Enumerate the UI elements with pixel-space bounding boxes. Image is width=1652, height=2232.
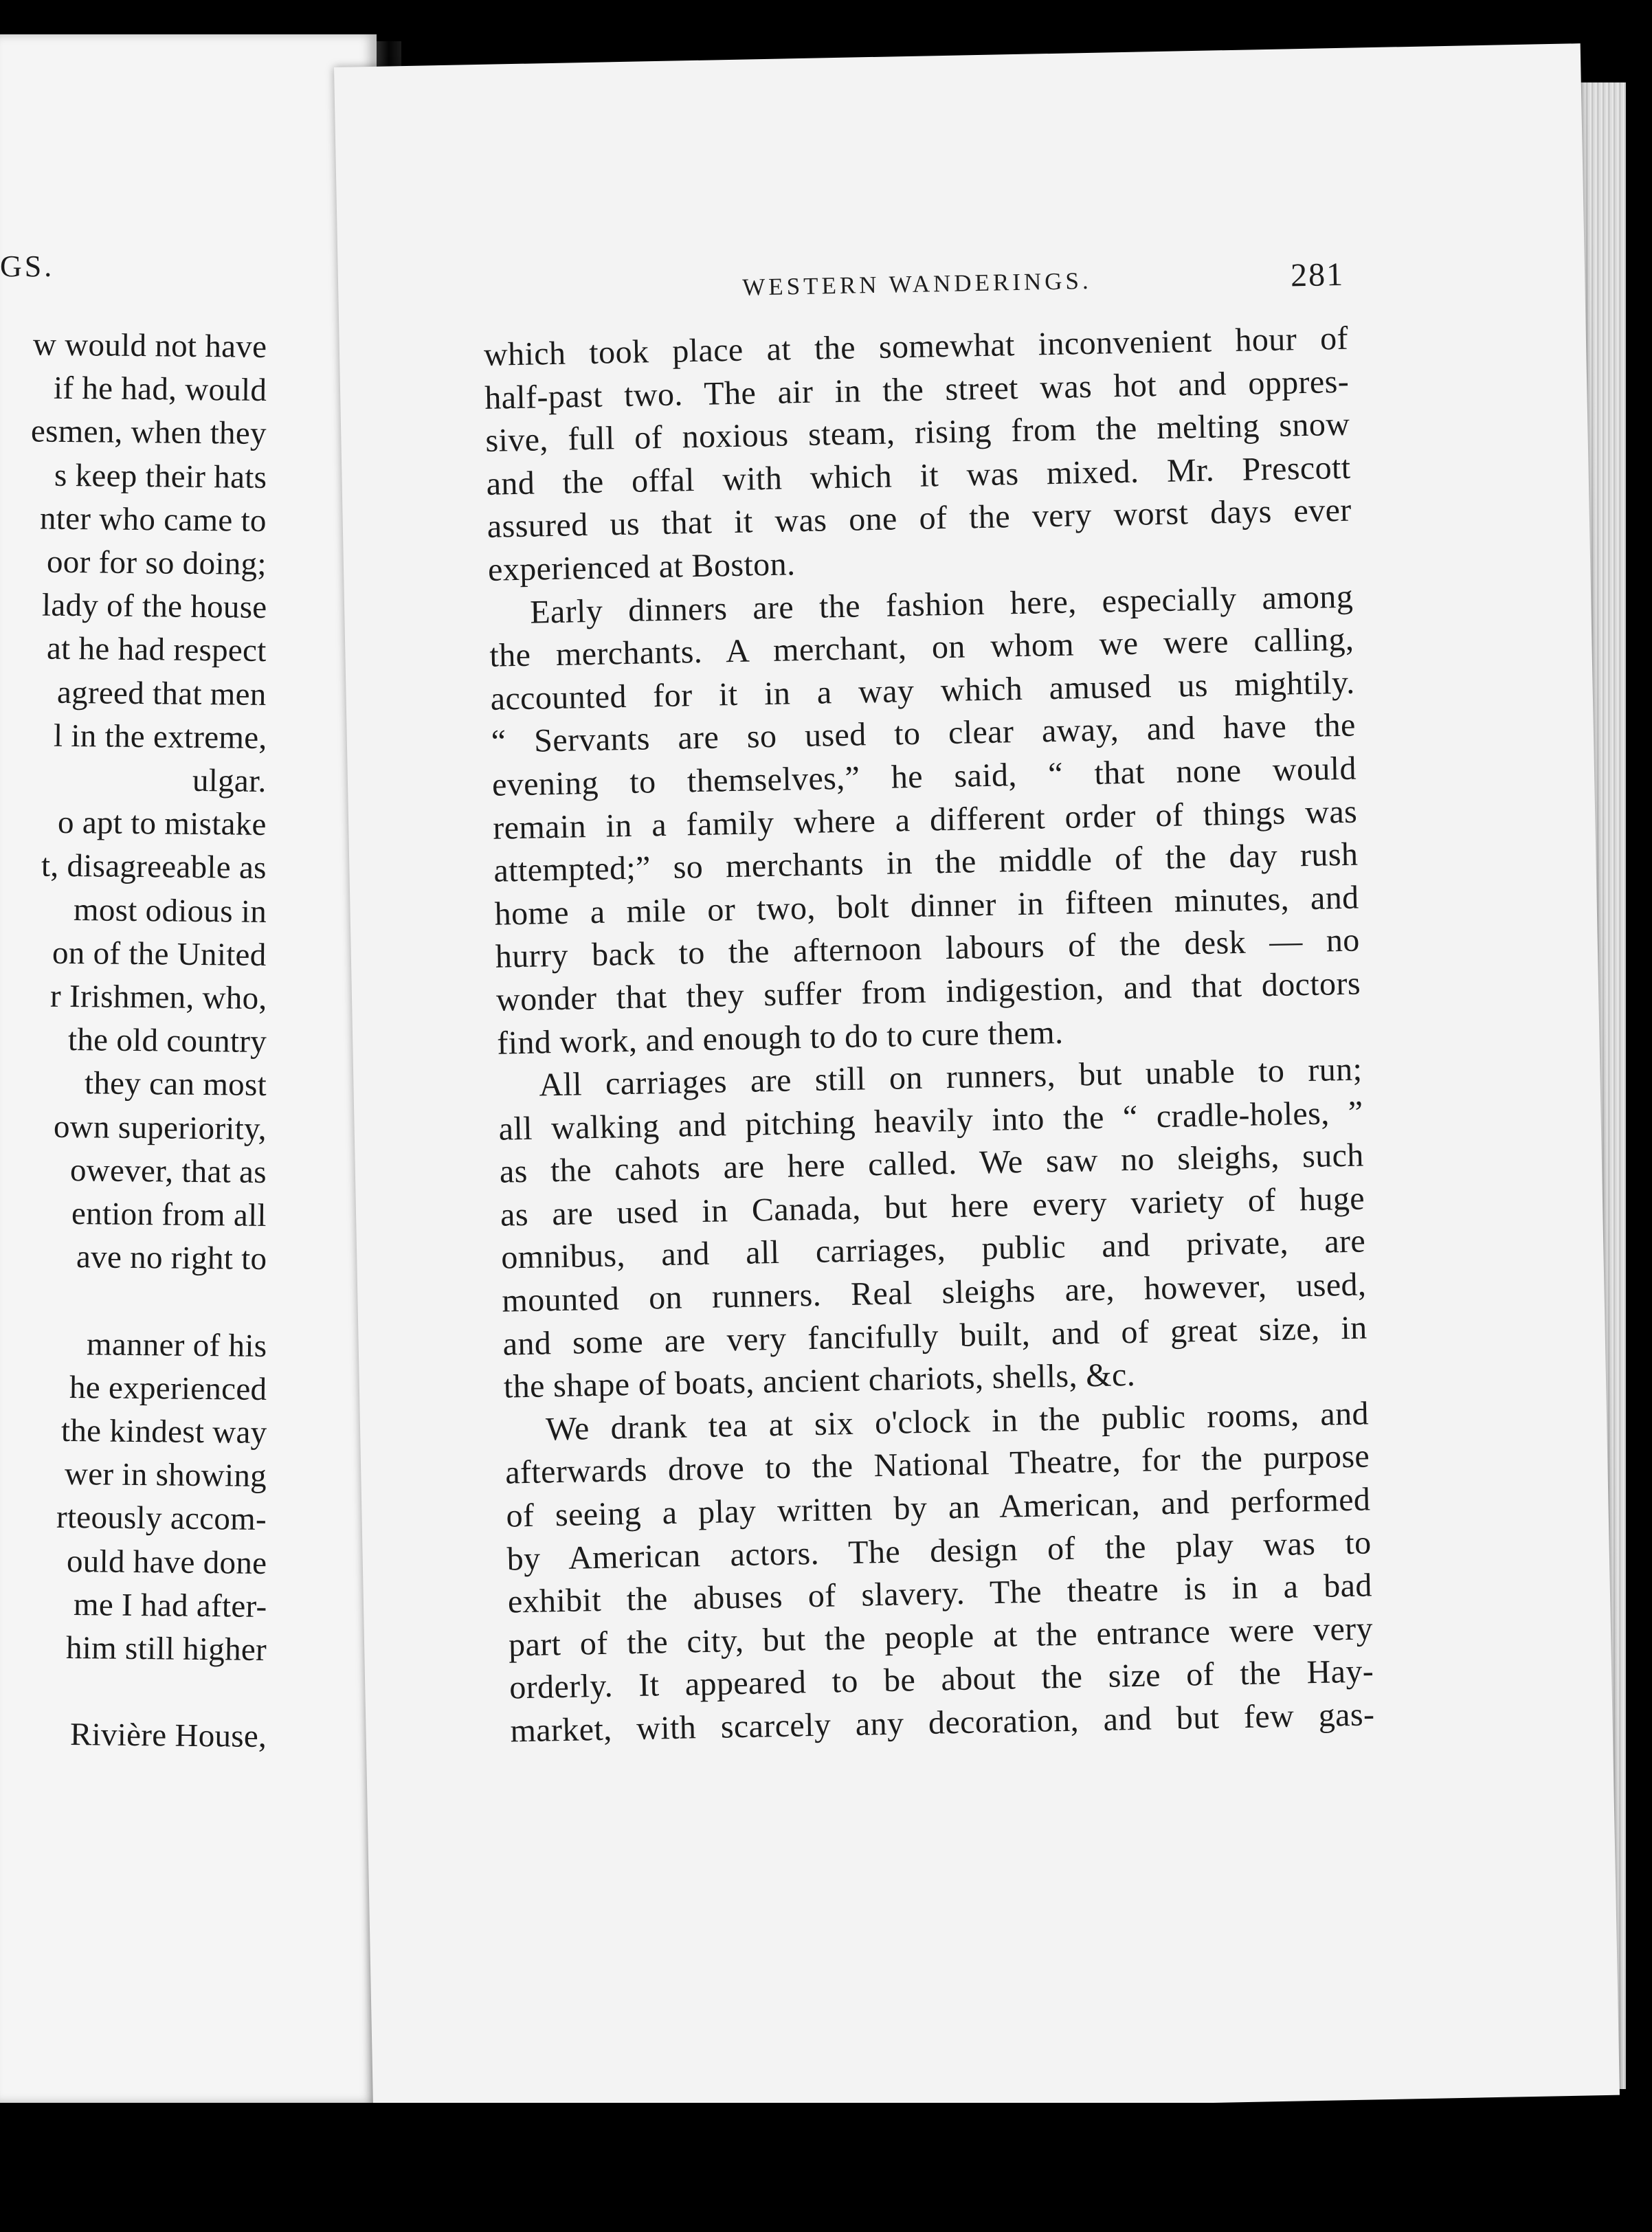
- text-line: evening to themselves,” he said, “ that none would: [491, 750, 1357, 803]
- text-line: Early dinners are the fashion here, especially among: [529, 578, 1354, 631]
- text-line: of seeing a play written by an American, and performed: [506, 1481, 1371, 1534]
- left-text-line: s keep their hats: [54, 457, 267, 495]
- left-text-line: Rivière House,: [69, 1717, 267, 1755]
- text-line: and the offal with which it was mixed. Mr. Prescott: [486, 449, 1351, 502]
- text-line: accounted for it in a way which amused us mightily.: [490, 664, 1355, 717]
- left-page: [0, 34, 377, 2103]
- left-text-line: oor for so doing;: [47, 544, 267, 582]
- text-line: orderly. It appeared to be about the size of the Hay-: [509, 1653, 1374, 1706]
- left-text-line: ention from all: [71, 1196, 267, 1234]
- left-text-line: own superiority,: [53, 1108, 267, 1147]
- left-text-line: the kindest way: [60, 1412, 267, 1451]
- text-line: afterwards drove to the National Theatre, for the purpose: [504, 1438, 1370, 1492]
- left-text-line: l in the extreme,: [53, 717, 267, 756]
- left-text-line: o apt to mistake: [58, 805, 267, 843]
- left-text-line: w would not have: [32, 326, 267, 365]
- left-text-line: if he had, would: [53, 370, 267, 409]
- text-line: half-past two. The air in the street was hot and oppres-: [484, 363, 1350, 416]
- left-text-line: the old country: [67, 1022, 267, 1060]
- text-line: and some are very fancifully built, and of great size, in: [502, 1309, 1368, 1363]
- left-text-line: him still higher: [65, 1629, 267, 1668]
- text-line: sive, full of noxious steam, rising from the melting snow: [484, 405, 1350, 460]
- text-line: wonder that they suffer from indigestion, and that doctors: [495, 965, 1361, 1018]
- text-line: hurry back to the afternoon labours of the desk — no: [495, 922, 1361, 976]
- left-text-line: esmen, when they: [30, 413, 267, 452]
- text-line: by American actors. The design of the play was to: [506, 1524, 1372, 1578]
- text-line: omnibus, and all carriages, public and private, are: [500, 1223, 1366, 1277]
- text-line: attempted;” so merchants in the middle of the day rush: [493, 836, 1359, 889]
- left-text-line: r Irishmen, who,: [49, 978, 267, 1016]
- text-line: the merchants. A merchant, on whom we were calling,: [489, 621, 1354, 674]
- body-text: [483, 317, 1374, 1753]
- text-line: We drank tea at six o'clock in the public rooms, and: [545, 1395, 1370, 1448]
- text-line: market, with scarcely any decoration, and but few gas-: [510, 1696, 1375, 1750]
- left-text-line: he experienced: [69, 1369, 267, 1407]
- text-line: home a mile or two, bolt dinner in fifteen minutes, and: [494, 879, 1359, 933]
- left-text-line: owever, that as: [69, 1152, 267, 1190]
- left-text-line: ulgar.: [192, 762, 267, 799]
- left-text-line: agreed that men: [57, 674, 267, 713]
- text-line: as the cahots are here called. We saw no sleighs, such: [499, 1137, 1365, 1190]
- text-line: which took place at the somewhat inconvenient hour of: [483, 320, 1349, 373]
- text-line: All carriages are still on runners, but unable to run;: [538, 1051, 1363, 1104]
- running-header: WESTERN WANDERINGS.: [741, 267, 1093, 301]
- text-line: as are used in Canada, but here every variety of huge: [500, 1180, 1365, 1234]
- left-text-line: rteously accom-: [56, 1499, 267, 1538]
- left-text-line: ould have done: [66, 1543, 267, 1581]
- left-text-line: at he had respect: [47, 631, 267, 669]
- left-text-line: wer in showing: [64, 1456, 267, 1495]
- text-line: exhibit the abuses of slavery. The theatre is in a bad: [507, 1567, 1373, 1620]
- text-line: remain in a family where a different order of things was: [492, 793, 1358, 847]
- left-running-header: GS.: [0, 249, 55, 283]
- text-line: all walking and pitching heavily into the “ cradle-holes, ”: [498, 1094, 1363, 1148]
- text-line: mounted on runners. Real sleighs are, however, used,: [501, 1266, 1367, 1319]
- left-text-line: lady of the house: [41, 587, 267, 626]
- text-line: find work, and enough to do to cure them.: [496, 1014, 1064, 1062]
- left-text-line: on of the United: [52, 935, 267, 973]
- left-text-line: me I had after-: [73, 1586, 267, 1625]
- text-line: the shape of boats, ancient chariots, shells, &c.: [503, 1357, 1136, 1405]
- text-line: assured us that it was one of the very worst days ever: [487, 492, 1352, 546]
- left-text-line: t, disagreeable as: [41, 847, 267, 886]
- left-text-line: they can most: [84, 1065, 267, 1104]
- left-text-line: manner of his: [86, 1326, 267, 1364]
- text-line: “ Servants are so used to clear away, and have the: [491, 706, 1357, 761]
- text-line: experienced at Boston.: [487, 546, 796, 588]
- left-text-line: ave no right to: [76, 1239, 267, 1277]
- text-line: part of the city, but the people at the entrance were very: [508, 1610, 1374, 1664]
- left-text-line: nter who came to: [39, 500, 267, 539]
- right-page: [334, 43, 1620, 2119]
- page-number: 281: [1290, 256, 1345, 294]
- left-text-line: most odious in: [73, 891, 267, 930]
- scan-border: [0, 2103, 1652, 2232]
